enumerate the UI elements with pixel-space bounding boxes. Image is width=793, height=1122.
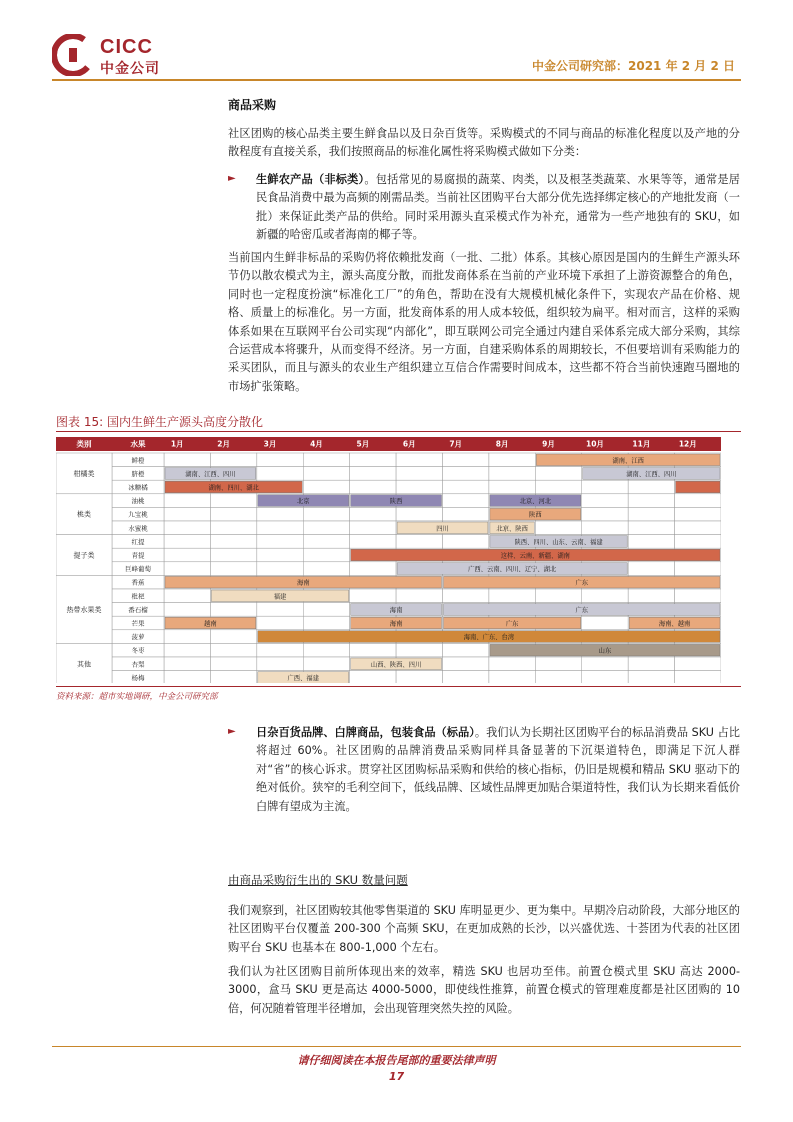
table-grid-cell: [164, 589, 210, 603]
bullet-arrow-icon: ►: [228, 173, 236, 184]
logo-text-en: CICC: [100, 36, 153, 58]
table-header-cell: 水果: [130, 439, 146, 449]
table-grid-cell: [257, 453, 303, 467]
table-header-cell: 4月: [310, 439, 323, 449]
table-grid-cell: [582, 521, 628, 535]
fruit-name-label: 杨梅: [131, 673, 145, 682]
footer-divider: [52, 1046, 741, 1047]
production-region-label: 湖南、江西、四川: [626, 470, 677, 478]
table-grid-cell: [675, 671, 721, 683]
paragraph-wholesale-block: [228, 249, 740, 396]
figure-title: 图表 15: 国内生鲜生产源头高度分散化: [56, 415, 263, 429]
table-grid-cell: [350, 480, 396, 494]
production-region-label: 海南、越南: [658, 620, 691, 628]
table-grid-cell: [164, 548, 210, 562]
production-region-label: 广东: [575, 579, 589, 587]
production-calendar-chart: [56, 437, 721, 683]
table-grid-cell: [582, 616, 628, 630]
legal-disclaimer-note: 请仔细阅读在本报告尾部的重要法律声明: [297, 1054, 496, 1067]
table-header-cell: 1月: [170, 439, 184, 449]
fruit-name-label: 芒果: [131, 619, 145, 628]
table-grid-cell: [443, 657, 489, 671]
table-grid-cell: [164, 643, 210, 657]
production-region-label: 北京: [296, 498, 310, 506]
production-region-label: 陕西: [389, 498, 403, 506]
table-header-cell: 2月: [217, 439, 230, 449]
figure-source: 资料来源：超市实地调研，中金公司研究部: [56, 692, 218, 702]
table-grid-cell: [535, 480, 581, 494]
sku-section-title-block: [228, 872, 740, 888]
table-header-cell: 7月: [449, 439, 463, 449]
table-grid-cell: [582, 589, 628, 603]
table-header-cell: 5月: [356, 439, 370, 449]
header-divider: [52, 79, 741, 81]
table-grid-cell: [535, 671, 581, 683]
category-label: 热带水果类: [66, 605, 102, 614]
fruit-name-label: 香蕉: [131, 578, 145, 587]
table-grid-cell: [582, 494, 628, 508]
figure-bottom-rule: [56, 686, 741, 687]
bullet-packaged-goods-body: 。我们认为长期社区团购平台的标品消费品 SKU 占比将超过 60%。社区团购的品牌消费品采购同样具备显著的下沉渠道特色，即满足下沉人群对“省”的核心诉求。贯穿社区团购标品采购和供给的核心指标，仍旧是规模和精品 SKU 驱动下的绝对低价。狭窄的毛利空间下，低线品牌、区域性品牌更加贴合渠道特性，我们认为长期来看低价白牌有望成为主流。: [256, 726, 740, 813]
sku-paragraph-2: 我们认为社区团购目前所体现出来的效率，精选 SKU 也居功至伟。前置仓模式里 SKU 高达 2000-3000，盒马 SKU 更是高达 4000-5000，即使线性推算，前置仓模式的管理难度都是社区团购的 10 倍，何况随着管理半径增加，会出现管理突然失控的风险。: [228, 965, 740, 1015]
table-grid-cell: [396, 589, 442, 603]
production-region-label: 广西、云南、四川、辽宁、湖北: [468, 566, 557, 574]
table-grid-cell: [443, 480, 489, 494]
bullet-fresh-produce-heading: 生鲜农产品（非标类）: [256, 173, 365, 186]
table-grid-cell: [303, 453, 349, 467]
fruit-name-label: 脐橙: [131, 469, 145, 478]
table-grid-cell: [675, 507, 721, 521]
table-grid-cell: [257, 616, 303, 630]
table-grid-cell: [210, 630, 256, 644]
fruit-name-label: 杏梨: [131, 660, 145, 669]
table-grid-cell: [489, 657, 535, 671]
table-grid-cell: [582, 657, 628, 671]
production-region-label: 湖南、江西、四川: [185, 470, 236, 478]
bullet-arrow-icon: ►: [228, 726, 236, 737]
table-grid-cell: [303, 603, 349, 617]
fruit-name-label: 菠萝: [131, 633, 145, 642]
table-grid-cell: [675, 589, 721, 603]
table-grid-cell: [350, 535, 396, 549]
table-grid-cell: [257, 643, 303, 657]
table-grid-cell: [443, 453, 489, 467]
production-region-label: 广西、福建: [287, 674, 319, 682]
table-header-cell: 10月: [585, 439, 604, 449]
fruit-name-label: 冰糖橘: [128, 483, 148, 492]
table-grid-cell: [396, 467, 442, 481]
table-header-background: [56, 437, 721, 451]
table-grid-cell: [443, 671, 489, 683]
table-grid-cell: [303, 535, 349, 549]
table-grid-cell: [303, 521, 349, 535]
table-grid-cell: [210, 507, 256, 521]
section-title: 商品采购: [228, 98, 277, 112]
table-grid-cell: [675, 657, 721, 671]
table-grid-cell: [396, 671, 442, 683]
table-grid-cell: [210, 657, 256, 671]
table-header-cell: 8月: [495, 439, 509, 449]
fruit-name-label: 红提: [131, 537, 145, 546]
figure-top-rule: [56, 431, 741, 432]
table-grid-cell: [210, 643, 256, 657]
table-grid-cell: [257, 562, 303, 576]
table-grid-cell: [396, 507, 442, 521]
intro-paragraph: 社区团购的核心品类主要生鲜食品以及日杂百货等。采购模式的不同与商品的标准化程度以及产地的分散程度有直接关系，我们按照商品的标准化属性将采购模式做如下分类：: [228, 127, 740, 159]
sku-paragraph-1: 我们观察到，社区团购较其他零售渠道的 SKU 库明显更少、更为集中。早期冷启动阶段，大部分地区的社区团购平台仅覆盖 200-300 个高频 SKU，在更加成熟的长沙，以兴盛优选、十荟团为代表的社区团购平台 SKU 也基本在 800-1,000 个左右。: [228, 904, 740, 954]
sku-paragraph-1-block: [228, 902, 740, 957]
table-grid-cell: [350, 562, 396, 576]
production-region-label: 湖南、四川、湖北: [208, 484, 259, 492]
table-grid-cell: [350, 643, 396, 657]
table-grid-cell: [535, 589, 581, 603]
production-region-label: 这样、云南、新疆、湖南: [500, 552, 570, 560]
table-grid-cell: [210, 453, 256, 467]
table-grid-cell: [396, 643, 442, 657]
table-grid-cell: [396, 453, 442, 467]
production-region-label: 越南: [204, 620, 217, 628]
fruit-name-label: 枇杷: [131, 592, 145, 601]
production-region-label: 海南: [296, 579, 310, 587]
production-region-label: 福建: [273, 593, 287, 601]
category-label: 桃类: [77, 510, 91, 519]
production-region-label: 北京、河北: [519, 498, 552, 506]
table-grid-cell: [164, 521, 210, 535]
table-grid-cell: [443, 467, 489, 481]
table-grid-cell: [628, 535, 674, 549]
table-grid-cell: [164, 603, 210, 617]
table-grid-cell: [489, 467, 535, 481]
fruit-name-label: 油桃: [131, 497, 145, 506]
table-grid-cell: [210, 548, 256, 562]
production-region-label: 海南: [389, 606, 403, 614]
table-grid-cell: [303, 562, 349, 576]
fruit-name-label: 冬枣: [131, 646, 145, 655]
table-grid-cell: [164, 671, 210, 683]
section-title-procurement: [228, 96, 740, 113]
fruit-name-label: 巨峰葡萄: [125, 565, 151, 574]
table-grid-cell: [303, 480, 349, 494]
fruit-name-label: 鲜橙: [131, 456, 145, 465]
category-label: 其他: [77, 660, 91, 669]
table-grid-cell: [628, 507, 674, 521]
table-grid-cell: [443, 643, 489, 657]
table-grid-cell: [628, 494, 674, 508]
category-label: 提子类: [73, 551, 95, 560]
production-region-label: 广东: [505, 620, 519, 628]
table-grid-cell: [675, 562, 721, 576]
category-label: 柑橘类: [73, 469, 95, 478]
page-number: 17: [388, 1070, 405, 1083]
table-grid-cell: [443, 507, 489, 521]
table-grid-cell: [350, 671, 396, 683]
production-region-label: 山东: [598, 647, 612, 655]
production-region-label: 海南: [389, 620, 403, 628]
table-grid-cell: [164, 494, 210, 508]
table-grid-cell: [350, 467, 396, 481]
production-region-label: 陕西、四川、山东、云南、福建: [514, 538, 603, 546]
table-grid-cell: [303, 643, 349, 657]
table-grid-cell: [257, 521, 303, 535]
paragraph-wholesale: 当前国内生鲜非标品的采购仍将依赖批发商（一批、二批）体系。其核心原因是国内的生鲜生产源头环节仍以散农模式为主，源头高度分散，而批发商体系在当前的产业环境下承担了上游资源整合的角色，同时也一定程度扮演“标准化工厂”的角色，帮助在没有大规模机械化条件下，实现农产品在价格、规格、质量上的标准化。另一方面，批发商体系的用人成本较低，组织较为扁平。相对而言，这样的采购体系如果在互联网平台公司实现“内部化”，即互联网公司完全通过内建自采体系完成大部分采购，其综合运营成本将骤升，从而变得不经济。另一方面，自建采购体系的周期较长，不但要培训有采购能力的采买团队，而且与源头的农业生产组织建立互信合作需要时间成本，这些都不符合当前快速跑马圈地的市场扩张策略。: [228, 251, 740, 393]
table-grid-cell: [489, 589, 535, 603]
table-grid-cell: [489, 480, 535, 494]
production-region-label: 陕西: [529, 511, 542, 519]
production-period-bar: [676, 481, 720, 493]
sku-section-title: 由商品采购衍生出的 SKU 数量问题: [228, 873, 408, 887]
table-grid-cell: [675, 494, 721, 508]
table-grid-cell: [396, 480, 442, 494]
cicc-logo-icon: [52, 34, 94, 76]
table-grid-cell: [257, 535, 303, 549]
table-grid-cell: [535, 467, 581, 481]
table-grid-cell: [303, 467, 349, 481]
intro-paragraph-block: [228, 125, 740, 162]
table-grid-cell: [257, 548, 303, 562]
bullet-fresh-produce-body: 。包括常见的易腐损的蔬菜、肉类，以及根茎类蔬菜、水果等等，通常是居民食品消费中最为高频的刚需品类。当前社区团购平台大部分优先选择绑定核心的产地批发商（一批）来保证此类产品的供给。同时采用源头直采模式作为补充，通常为一些产地独有的 SKU，如新疆的哈密瓜或者海南的椰子等。: [256, 173, 740, 242]
table-header-cell: 12月: [678, 439, 697, 449]
fruit-name-label: 水蜜桃: [128, 524, 148, 533]
cicc-logo: [52, 34, 172, 78]
table-grid-cell: [164, 535, 210, 549]
fruit-name-label: 番石榴: [128, 605, 148, 614]
table-grid-cell: [350, 589, 396, 603]
table-grid-cell: [210, 603, 256, 617]
production-region-label: 山西、陕西、四川: [370, 661, 422, 669]
table-grid-cell: [489, 671, 535, 683]
table-grid-cell: [628, 562, 674, 576]
table-grid-cell: [164, 657, 210, 671]
bullet-packaged-goods-heading: 日杂百货品牌、白牌商品，包装食品（标品）: [256, 726, 475, 739]
sku-paragraph-2-block: [228, 963, 740, 1018]
bullet-packaged-goods: [228, 724, 740, 816]
report-date: 中金公司研究部：2021 年 2 月 2 日: [532, 59, 735, 73]
production-region-label: 湖南、江西: [612, 457, 644, 465]
table-grid-cell: [303, 616, 349, 630]
bullet-fresh-produce: [228, 171, 740, 245]
table-grid-cell: [350, 507, 396, 521]
table-grid-cell: [628, 657, 674, 671]
table-grid-cell: [210, 562, 256, 576]
table-grid-cell: [257, 467, 303, 481]
table-grid-cell: [628, 521, 674, 535]
table-grid-cell: [675, 535, 721, 549]
table-grid-cell: [257, 657, 303, 671]
table-header-cell: 6月: [402, 439, 416, 449]
fruit-name-label: 青提: [131, 551, 145, 560]
table-header-cell: 9月: [542, 439, 555, 449]
table-header-cell: 类别: [76, 439, 92, 449]
table-grid-cell: [535, 657, 581, 671]
table-grid-cell: [210, 535, 256, 549]
table-header-cell: 3月: [263, 439, 277, 449]
table-grid-cell: [210, 521, 256, 535]
table-grid-cell: [210, 671, 256, 683]
production-region-label: 广东: [575, 606, 589, 614]
table-grid-cell: [303, 548, 349, 562]
table-grid-cell: [164, 453, 210, 467]
production-region-label: 四川: [436, 525, 449, 533]
table-grid-cell: [628, 480, 674, 494]
bullet-packaged-goods-text: [256, 724, 740, 816]
fruit-name-label: 九宝桃: [128, 510, 148, 519]
table-grid-cell: [303, 657, 349, 671]
table-grid-cell: [535, 521, 581, 535]
table-grid-cell: [582, 671, 628, 683]
table-grid-cell: [164, 507, 210, 521]
table-grid-cell: [257, 507, 303, 521]
table-grid-cell: [350, 521, 396, 535]
production-calendar-svg: [56, 437, 721, 683]
table-grid-cell: [350, 453, 396, 467]
table-grid-cell: [396, 535, 442, 549]
table-grid-cell: [257, 603, 303, 617]
table-grid-cell: [164, 630, 210, 644]
table-grid-cell: [628, 671, 674, 683]
table-header-cell: 11月: [632, 439, 651, 449]
table-grid-cell: [675, 521, 721, 535]
table-grid-cell: [628, 589, 674, 603]
table-grid-cell: [303, 507, 349, 521]
bullet-fresh-produce-text: [256, 171, 740, 245]
table-grid-cell: [443, 589, 489, 603]
table-grid-cell: [582, 480, 628, 494]
production-region-label: 北京、陕西: [496, 525, 528, 533]
table-grid-cell: [210, 494, 256, 508]
table-grid-cell: [582, 507, 628, 521]
table-grid-cell: [443, 535, 489, 549]
production-region-label: 海南、广东、台湾: [463, 634, 515, 642]
logo-text-cn: 中金公司: [100, 61, 160, 77]
table-grid-cell: [443, 494, 489, 508]
table-grid-cell: [489, 453, 535, 467]
table-grid-cell: [164, 562, 210, 576]
